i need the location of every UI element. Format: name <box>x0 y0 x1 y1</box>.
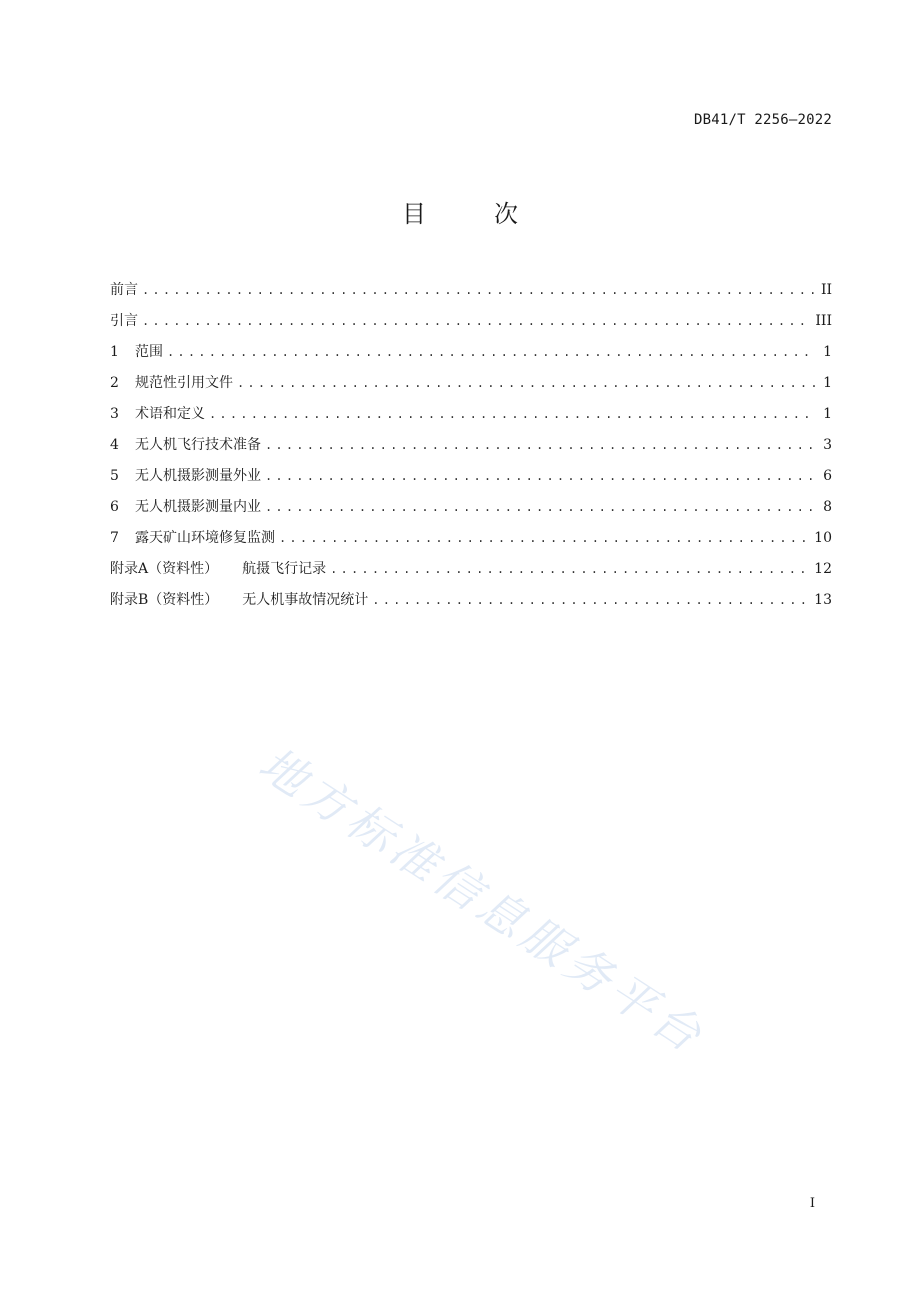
toc-entry-page: 1 <box>823 375 832 391</box>
toc-entry[interactable] <box>110 590 832 621</box>
table-of-contents <box>110 280 832 621</box>
toc-dot-leader <box>372 590 808 610</box>
toc-entry[interactable] <box>110 559 832 590</box>
toc-entry-number: 2 <box>110 375 119 391</box>
toc-entry-label <box>110 280 138 300</box>
toc-dot-leader <box>142 311 809 331</box>
toc-dot-leader <box>265 435 816 455</box>
toc-dot-leader <box>237 373 816 393</box>
toc-entry[interactable] <box>110 280 832 311</box>
toc-entry-title: 附录A（资料性） <box>110 561 219 577</box>
toc-entry-number: 1 <box>110 344 119 360</box>
toc-entry-label <box>110 311 138 331</box>
toc-entry-page: II <box>820 282 832 298</box>
toc-entry-number: 4 <box>110 437 119 453</box>
toc-entry-subtitle: 航摄飞行记录 <box>242 561 327 577</box>
toc-entry-title: 无人机摄影测量外业 <box>135 468 261 484</box>
toc-entry-title: 范围 <box>135 344 163 360</box>
toc-entry-page: 8 <box>823 499 832 515</box>
toc-dot-leader <box>265 466 816 486</box>
toc-entry-title: 术语和定义 <box>135 406 205 422</box>
toc-entry-label <box>135 497 261 517</box>
toc-entry-title: 引言 <box>110 313 138 329</box>
toc-entry-title: 无人机飞行技术准备 <box>135 437 261 453</box>
toc-entry-label <box>135 404 205 424</box>
toc-entry[interactable] <box>110 311 832 342</box>
toc-entry-label <box>135 466 261 486</box>
toc-entry-label <box>135 528 275 548</box>
toc-entry[interactable] <box>110 497 832 528</box>
toc-entry-number: 7 <box>110 530 119 546</box>
toc-entry[interactable] <box>110 528 832 559</box>
toc-entry-title: 规范性引用文件 <box>135 375 233 391</box>
toc-entry-number: 6 <box>110 499 119 515</box>
toc-entry[interactable] <box>110 466 832 497</box>
toc-entry-page: 12 <box>814 561 832 577</box>
watermark: 地方标准信息服务平台 <box>249 736 716 1065</box>
toc-entry-title: 无人机摄影测量内业 <box>135 499 261 515</box>
toc-entry-page: 6 <box>823 468 832 484</box>
toc-dot-leader <box>265 497 816 517</box>
toc-entry-label <box>135 435 261 455</box>
toc-entry[interactable] <box>110 342 832 373</box>
toc-entry[interactable] <box>110 404 832 435</box>
page-number: I <box>809 1196 815 1211</box>
toc-dot-leader <box>330 559 808 579</box>
toc-dot-leader <box>209 404 816 424</box>
toc-dot-leader <box>279 528 808 548</box>
toc-entry[interactable] <box>110 373 832 404</box>
toc-dot-leader <box>167 342 816 362</box>
toc-entry-label <box>110 590 368 610</box>
toc-entry-label <box>110 559 326 579</box>
toc-entry-page: 13 <box>814 592 832 608</box>
toc-entry-label <box>135 373 233 393</box>
toc-entry[interactable] <box>110 435 832 466</box>
toc-entry-label <box>135 342 163 362</box>
toc-entry-number: 3 <box>110 406 119 422</box>
toc-entry-title: 前言 <box>110 282 138 298</box>
toc-entry-page: 1 <box>823 406 832 422</box>
page-title: 目 次 <box>402 200 540 228</box>
toc-entry-page: III <box>815 313 832 329</box>
toc-entry-number: 5 <box>110 468 119 484</box>
toc-entry-page: 3 <box>823 437 832 453</box>
toc-dot-leader <box>142 280 815 300</box>
toc-entry-page: 10 <box>814 530 832 546</box>
document-code: DB41/T 2256—2022 <box>693 112 832 128</box>
toc-entry-title: 露天矿山环境修复监测 <box>135 530 275 546</box>
toc-entry-title: 附录B（资料性） <box>110 592 219 608</box>
toc-entry-subtitle: 无人机事故情况统计 <box>242 592 369 608</box>
toc-entry-page: 1 <box>823 344 832 360</box>
